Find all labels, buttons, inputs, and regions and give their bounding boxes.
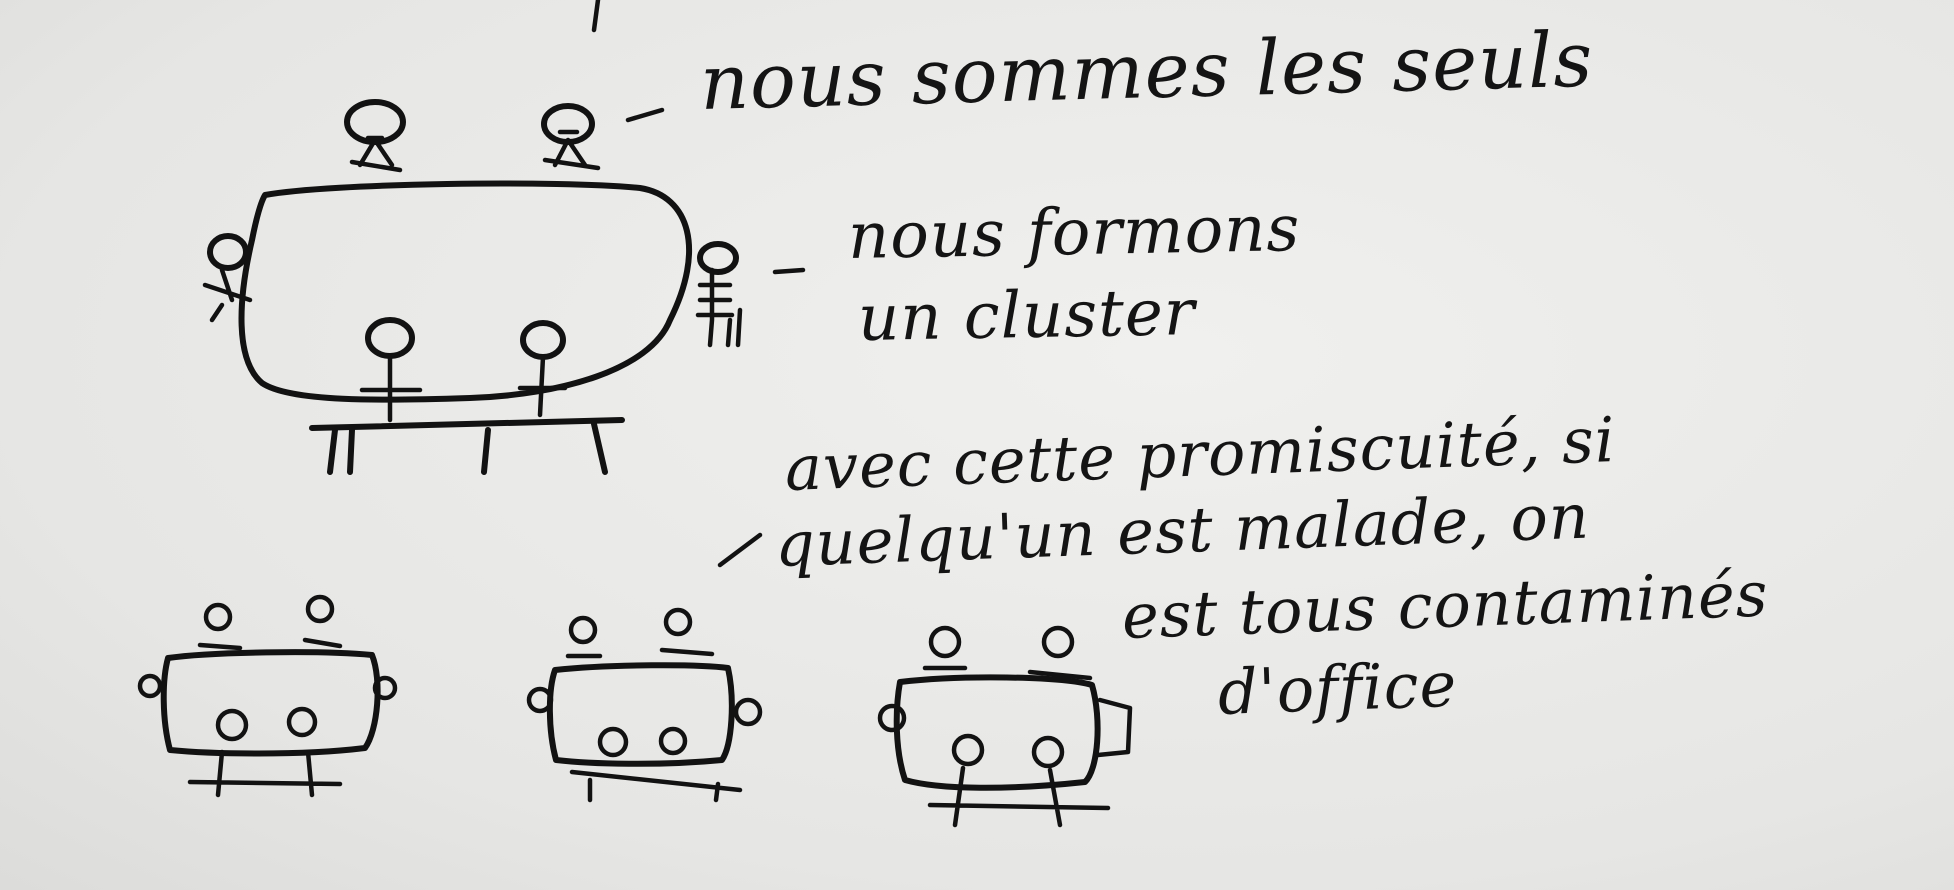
note-cluster-line1: nous formons <box>847 192 1301 274</box>
pointer-dash-2 <box>775 270 803 272</box>
person-top-2 <box>544 106 598 168</box>
pointer-dash-1 <box>628 110 662 120</box>
note-contagion-line1: avec cette promiscuité, si <box>783 403 1617 505</box>
note-contagion-line3: est tous contaminés <box>1120 557 1770 653</box>
large-table-group <box>205 102 803 472</box>
person-bottom-1 <box>362 320 420 420</box>
stray-stroke <box>594 0 598 30</box>
small-table-2 <box>529 535 760 800</box>
small-table-1 <box>140 597 395 795</box>
large-table-outline <box>242 184 690 400</box>
note-cluster-line2: un cluster <box>857 276 1196 356</box>
person-top-1 <box>347 102 403 170</box>
pointer-dash-3 <box>720 535 760 565</box>
person-right <box>698 244 740 345</box>
person-bottom-2 <box>520 323 565 415</box>
bench <box>312 420 622 472</box>
note-contagion-line4: d'office <box>1216 647 1459 729</box>
small-table-3 <box>880 628 1130 825</box>
note-large-table: nous sommes les seuls <box>698 14 1595 127</box>
note-contagion-line2: quelqu'un est malade, on <box>773 479 1591 581</box>
